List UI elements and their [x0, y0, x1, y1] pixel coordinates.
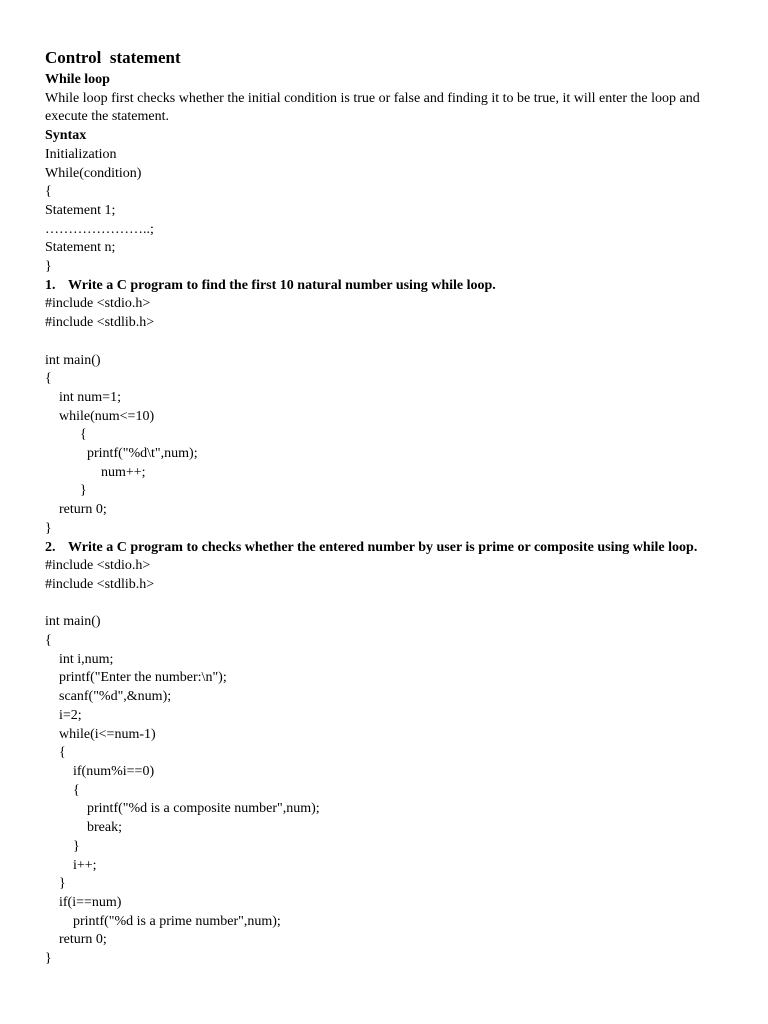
code-line: }: [45, 483, 87, 499]
code-line: printf("%d\t",num);: [45, 446, 198, 462]
code-line: {: [45, 745, 66, 761]
code-line: {: [45, 782, 80, 798]
question-1-heading: [45, 277, 723, 296]
code-block-q2: [45, 557, 723, 968]
code-line: #include <stdio.h>: [45, 296, 151, 312]
code-line: return 0;: [45, 502, 107, 518]
syntax-line: {: [45, 184, 52, 200]
syntax-heading: Syntax: [45, 128, 87, 144]
code-line: }: [45, 520, 52, 536]
page-title: Control statement: [45, 48, 181, 67]
code-line: #include <stdio.h>: [45, 558, 151, 574]
code-line: }: [45, 876, 66, 892]
code-line: int main(): [45, 614, 101, 630]
code-line: int num=1;: [45, 389, 121, 405]
code-line: int i,num;: [45, 651, 114, 667]
code-line: {: [45, 427, 87, 443]
code-line: printf("%d is a composite number",num);: [45, 801, 320, 817]
code-line: {: [45, 633, 52, 649]
code-line: i=2;: [45, 707, 82, 723]
code-line: i++;: [45, 857, 97, 873]
question-number: 2.: [45, 539, 56, 555]
code-line: #include <stdlib.h>: [45, 576, 155, 592]
code-line: }: [45, 838, 80, 854]
code-line: num++;: [45, 464, 146, 480]
code-line: if(num%i==0): [45, 763, 155, 779]
syntax-line: }: [45, 259, 52, 275]
question-2-heading: [45, 539, 723, 558]
code-line: int main(): [45, 352, 101, 368]
code-line: while(num<=10): [45, 408, 155, 424]
code-line: printf("Enter the number:\n");: [45, 670, 227, 686]
code-line: #include <stdlib.h>: [45, 315, 155, 331]
code-line: break;: [45, 820, 122, 836]
section-heading-while-loop: While loop: [45, 72, 110, 87]
code-line: }: [45, 951, 52, 967]
question-text: Write a C program to find the first 10 natural number using while loop.: [68, 277, 496, 293]
question-number: 1.: [45, 277, 56, 293]
code-line: scanf("%d",&num);: [45, 689, 172, 705]
syntax-block: [45, 146, 723, 277]
code-line: {: [45, 371, 52, 387]
syntax-line: Statement 1;: [45, 202, 116, 218]
syntax-line: Statement n;: [45, 240, 116, 256]
question-text: Write a C program to checks whether the entered number by user is prime or composite using while loop.: [68, 539, 698, 555]
code-line: [45, 333, 723, 352]
syntax-line: Initialization: [45, 146, 117, 162]
while-loop-description: While loop first checks whether the initial condition is true or false and finding it to be true, it will enter the loop and execute the statement.: [45, 90, 700, 125]
code-line: while(i<=num-1): [45, 726, 156, 742]
code-line: [45, 595, 723, 614]
code-line: printf("%d is a prime number",num);: [45, 913, 281, 929]
code-line: if(i==num): [45, 894, 122, 910]
syntax-line: While(condition): [45, 165, 142, 181]
syntax-line: …………………..;: [45, 221, 154, 237]
code-block-q1: [45, 295, 723, 538]
code-line: return 0;: [45, 932, 107, 948]
